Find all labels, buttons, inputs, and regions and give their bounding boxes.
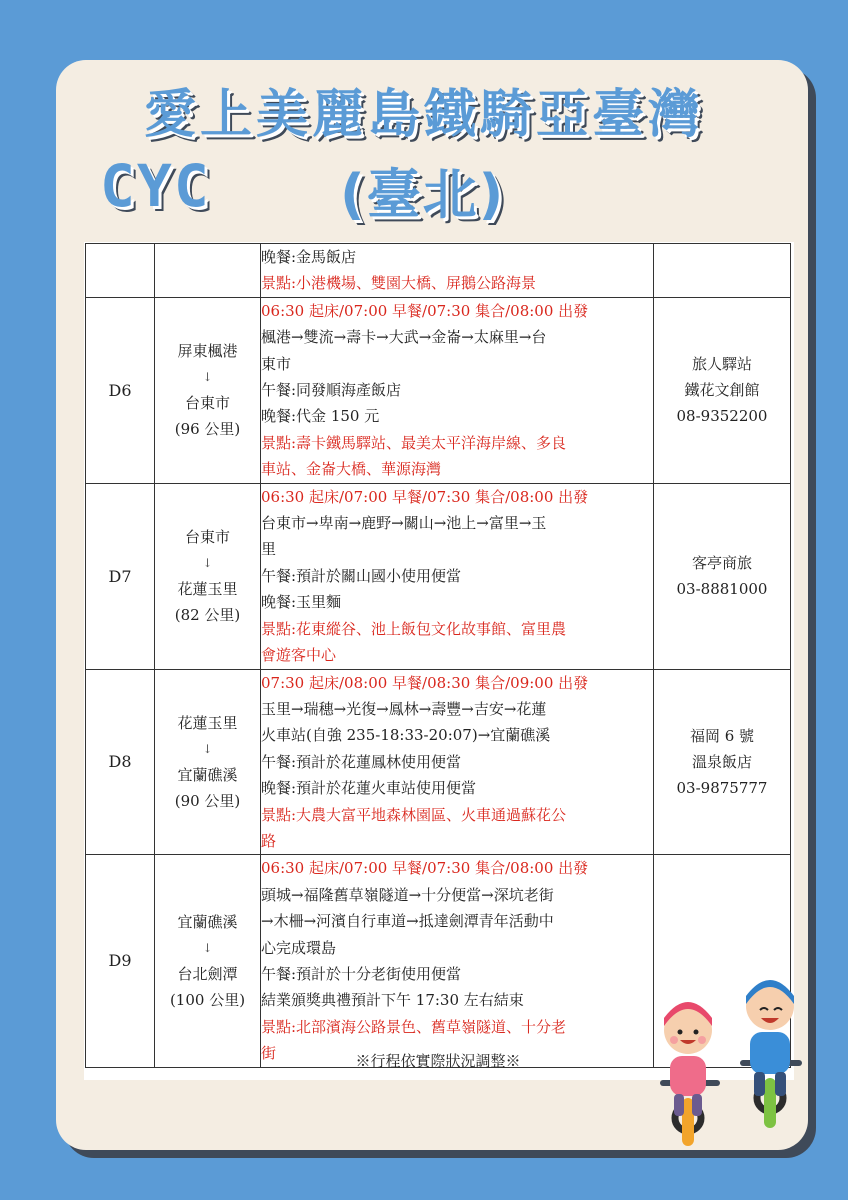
lodging-line: 03-9875777	[676, 778, 768, 797]
boy-cyclist-icon	[740, 980, 802, 1128]
brand-logo-text: CYC	[100, 152, 211, 220]
route-cell	[155, 669, 261, 855]
lodging-cell	[654, 669, 791, 855]
schedule-cell	[261, 483, 654, 669]
day-cell: D8	[86, 669, 155, 855]
lodging-line: 鐵花文創館	[684, 381, 760, 400]
schedule-line: 里	[261, 540, 277, 559]
lodging-cell	[654, 244, 791, 298]
highlight-line: 景點:花東縱谷、池上飯包文化故事館、富里農	[261, 619, 567, 638]
lodging-line: 客亭商旅	[691, 554, 752, 573]
schedule-line: 晚餐:代金 150 元	[261, 407, 380, 426]
schedule-line: 晚餐:金馬飯店	[261, 248, 357, 266]
day-cell: D6	[86, 297, 155, 483]
route-distance: (96 公里)	[174, 420, 241, 439]
highlight-line: 景點:小港機場、雙園大橋、屏鵝公路海景	[261, 274, 537, 293]
route-distance: (90 公里)	[174, 791, 241, 810]
highlight-line: 街	[261, 1044, 277, 1063]
highlight-line: 06:30 起床/07:00 早餐/07:30 集合/08:00 出發	[261, 859, 589, 878]
girl-cyclist-icon	[660, 1002, 720, 1146]
subtitle-row	[0, 152, 848, 226]
highlight-line: 06:30 起床/07:00 早餐/07:30 集合/08:00 出發	[261, 301, 589, 320]
route-arrow-icon: ↓	[202, 556, 213, 571]
itinerary-row	[86, 483, 791, 669]
schedule-cell	[261, 244, 654, 298]
day-cell: D7	[86, 483, 155, 669]
schedule-line: 心完成環島	[261, 938, 337, 957]
route-from: 台東市	[184, 528, 230, 547]
highlight-line: 會遊客中心	[261, 646, 337, 665]
highlight-line: 景點:壽卡鐵馬驛站、最美太平洋海岸線、多良	[261, 433, 567, 452]
day-cell: D9	[86, 855, 155, 1067]
schedule-line: 頭城→福隆舊草嶺隧道→十分便當→深坑老街	[261, 885, 554, 904]
schedule-line: 玉里→瑞穗→光復→鳳林→壽豐→吉安→花蓮	[261, 699, 547, 718]
highlight-line: 景點:北部濱海公路景色、舊草嶺隧道、十分老	[261, 1017, 567, 1036]
route-to: 宜蘭礁溪	[177, 765, 238, 784]
lodging-line: 福岡 6 號	[689, 726, 755, 745]
route-cell	[155, 483, 261, 669]
city-label: (臺北)	[340, 163, 506, 226]
route-arrow-icon: ↓	[202, 370, 213, 385]
schedule-line: 午餐:同發順海產飯店	[261, 381, 402, 400]
schedule-line: 結業頒獎典禮預計下午 17:30 左右結束	[261, 991, 524, 1010]
schedule-line: 台東市→卑南→鹿野→關山→池上→富里→玉	[261, 514, 547, 533]
schedule-line: 午餐:預計於花蓮鳳林使用便當	[261, 752, 462, 771]
schedule-cell	[261, 855, 654, 1067]
route-from: 花蓮玉里	[177, 713, 238, 732]
schedule-line: 火車站(自強 235-18:33-20:07)→宜蘭礁溪	[261, 726, 551, 745]
schedule-line: 晚餐:預計於花蓮火車站使用便當	[261, 779, 477, 798]
route-from: 屏東楓港	[177, 342, 238, 361]
schedule-cell	[261, 669, 654, 855]
route-distance: (82 公里)	[174, 606, 241, 625]
schedule-line: 楓港→雙流→壽卡→大武→金崙→太麻里→台	[261, 328, 547, 347]
schedule-line: →木柵→河濱自行車道→抵達劍潭青年活動中	[261, 912, 554, 931]
itinerary-row	[86, 669, 791, 855]
day-cell	[86, 244, 155, 298]
itinerary-row	[86, 297, 791, 483]
itinerary-row	[86, 244, 791, 298]
route-cell	[155, 244, 261, 298]
schedule-line: 東市	[261, 354, 292, 373]
schedule-cell	[261, 297, 654, 483]
adjustment-footnote: ※行程依實際狀況調整※	[355, 1052, 521, 1070]
poster-title: 愛上美麗島鐵騎亞臺灣	[143, 85, 704, 145]
route-from: 宜蘭礁溪	[177, 912, 238, 931]
route-to: 台北劍潭	[177, 964, 238, 983]
lodging-line: 08-9352200	[676, 407, 768, 426]
schedule-line: 午餐:預計於關山國小使用便當	[261, 566, 462, 585]
lodging-line: 溫泉飯店	[691, 752, 752, 771]
lodging-line: 旅人驛站	[691, 355, 752, 374]
route-cell	[155, 855, 261, 1067]
itinerary-sheet	[84, 242, 794, 1080]
route-to: 台東市	[184, 394, 230, 413]
lodging-cell	[654, 297, 791, 483]
highlight-line: 景點:大農大富平地森林園區、火車通過蘇花公	[261, 805, 567, 824]
highlight-line: 06:30 起床/07:00 早餐/07:30 集合/08:00 出發	[261, 487, 589, 506]
schedule-line: 午餐:預計於十分老街使用便當	[261, 964, 462, 983]
itinerary-table	[85, 243, 791, 1068]
route-cell	[155, 297, 261, 483]
kids-cycling-illustration	[640, 968, 810, 1178]
route-arrow-icon: ↓	[202, 940, 213, 955]
route-distance: (100 公里)	[169, 990, 246, 1009]
schedule-line: 晚餐:玉里麵	[261, 593, 342, 612]
highlight-line: 07:30 起床/08:00 早餐/08:30 集合/09:00 出發	[261, 673, 589, 692]
highlight-line: 路	[261, 831, 277, 850]
lodging-cell	[654, 483, 791, 669]
route-to: 花蓮玉里	[177, 580, 238, 599]
lodging-line: 03-8881000	[676, 580, 768, 599]
route-arrow-icon: ↓	[202, 741, 213, 756]
highlight-line: 車站、金崙大橋、華源海灣	[261, 460, 442, 479]
